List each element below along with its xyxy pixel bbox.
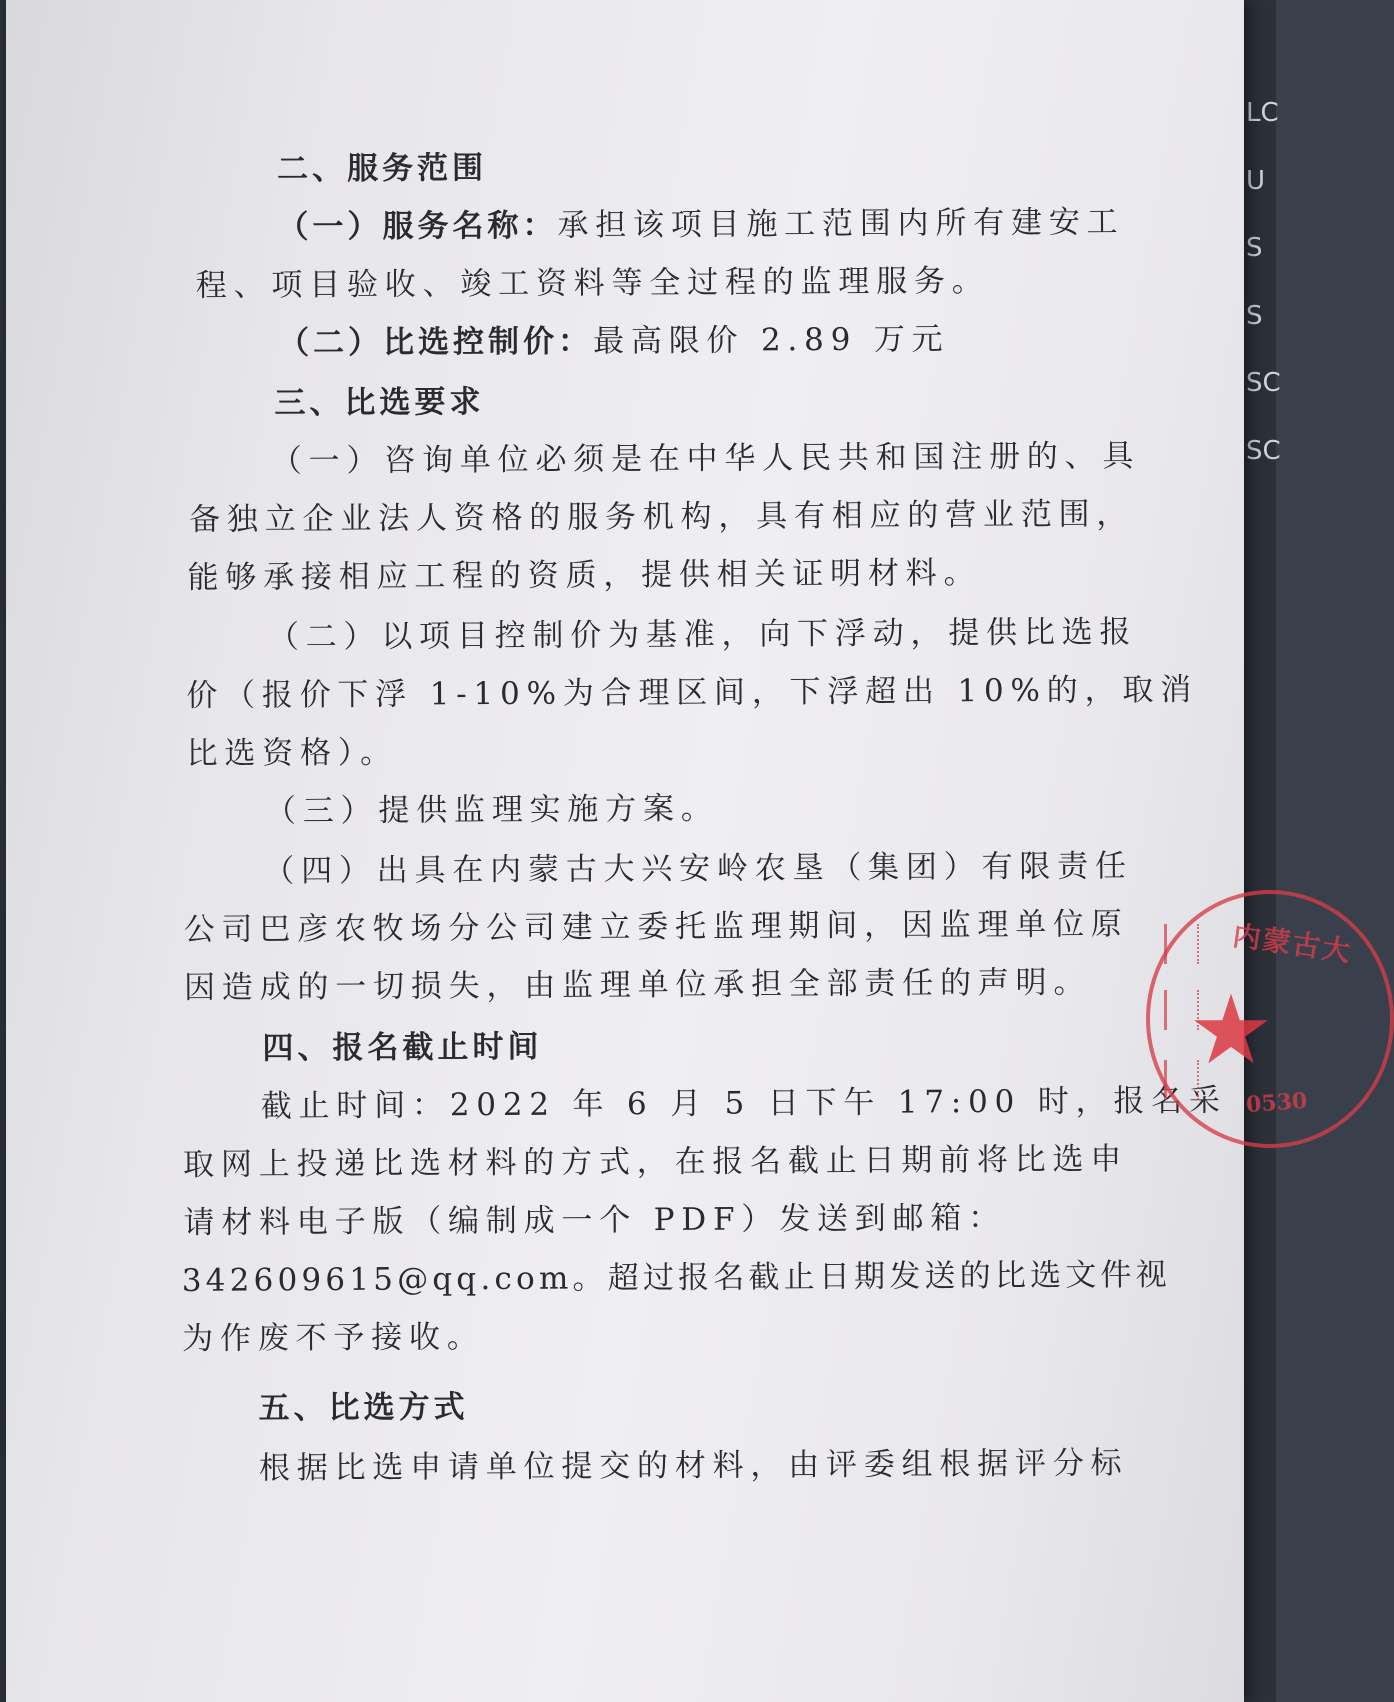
bg-letter: SC	[1246, 435, 1281, 466]
paragraph-line	[277, 196, 1124, 246]
paragraph-line: 请材料电子版（编制成一个 PDF）发送到邮箱：	[183, 1199, 1007, 1241]
star-icon: ★	[1188, 974, 1275, 1086]
paragraph-line: （三）提供监理实施方案。	[264, 790, 719, 830]
paragraph-line: 比选资格）。	[186, 734, 399, 772]
bg-letter: S	[1246, 300, 1263, 331]
paragraph-line: 价（报价下浮 1-10%为合理区间，下浮超出 10%的，取消	[186, 671, 1199, 714]
section-heading-requirements: 三、比选要求	[274, 384, 485, 422]
paragraph-line: 取网上投递比选材料的方式，在报名截止日期前将比选申	[183, 1141, 1129, 1183]
section-heading-method: 五、比选方式	[258, 1389, 469, 1427]
paragraph-line: 为作废不予接收。	[182, 1319, 485, 1357]
text-service-name: 承担该项目施工范围内所有建安工	[557, 204, 1125, 244]
bg-letter: SC	[1246, 368, 1281, 399]
paragraph-line	[278, 313, 950, 362]
text-control-price: 最高限价 2.89 万元	[592, 321, 950, 360]
bg-letter: LC	[1246, 98, 1279, 128]
paragraph-line: 根据比选申请单位提交的材料，由评委组根据评分标	[258, 1445, 1129, 1487]
paragraph-line: 截止时间：2022 年 6 月 5 日下午 17:00 时，报名采	[260, 1082, 1227, 1125]
label-service-name: （一）服务名称：	[277, 207, 558, 246]
paragraph-line: （一）咨询单位必须是在中华人民共和国注册的、具	[270, 438, 1141, 480]
official-seal	[1146, 890, 1394, 1148]
paragraph-line: 因造成的一切损失，由监理单位承担全部责任的声明。	[183, 964, 1092, 1006]
label-control-price: （二）比选控制价：	[277, 323, 594, 362]
bg-letter: U	[1246, 165, 1266, 196]
document-body	[6, 0, 1254, 1702]
paragraph-line: 程、项目验收、竣工资料等全过程的监理服务。	[195, 262, 990, 304]
paragraph-line-email: 342609615@qq.com。超过报名截止日期发送的比选文件视	[181, 1256, 1171, 1299]
background-text	[1246, 80, 1281, 486]
paragraph-line: （四）出具在内蒙古大兴安岭农垦（集团）有限责任	[263, 848, 1133, 890]
seal-text: 内蒙古大	[1230, 918, 1355, 969]
seal-script-mark	[1164, 924, 1199, 964]
seal-number: 0530	[1245, 1087, 1309, 1119]
section-heading-deadline: 四、报名截止时间	[262, 1028, 543, 1067]
paragraph-line: 备独立企业法人资格的服务机构，具有相应的营业范围，	[189, 496, 1135, 538]
paragraph-line: 能够承接相应工程的资质，提供相关证明材料。	[187, 555, 982, 596]
section-heading-service-scope: 二、服务范围	[276, 150, 488, 188]
paragraph-line: （二）以项目控制价为基准，向下浮动，提供比选报	[267, 614, 1138, 656]
bg-letter: S	[1246, 233, 1263, 264]
paragraph-line: 公司巴彦农牧场分公司建立委托监理期间，因监理单位原	[183, 906, 1129, 948]
